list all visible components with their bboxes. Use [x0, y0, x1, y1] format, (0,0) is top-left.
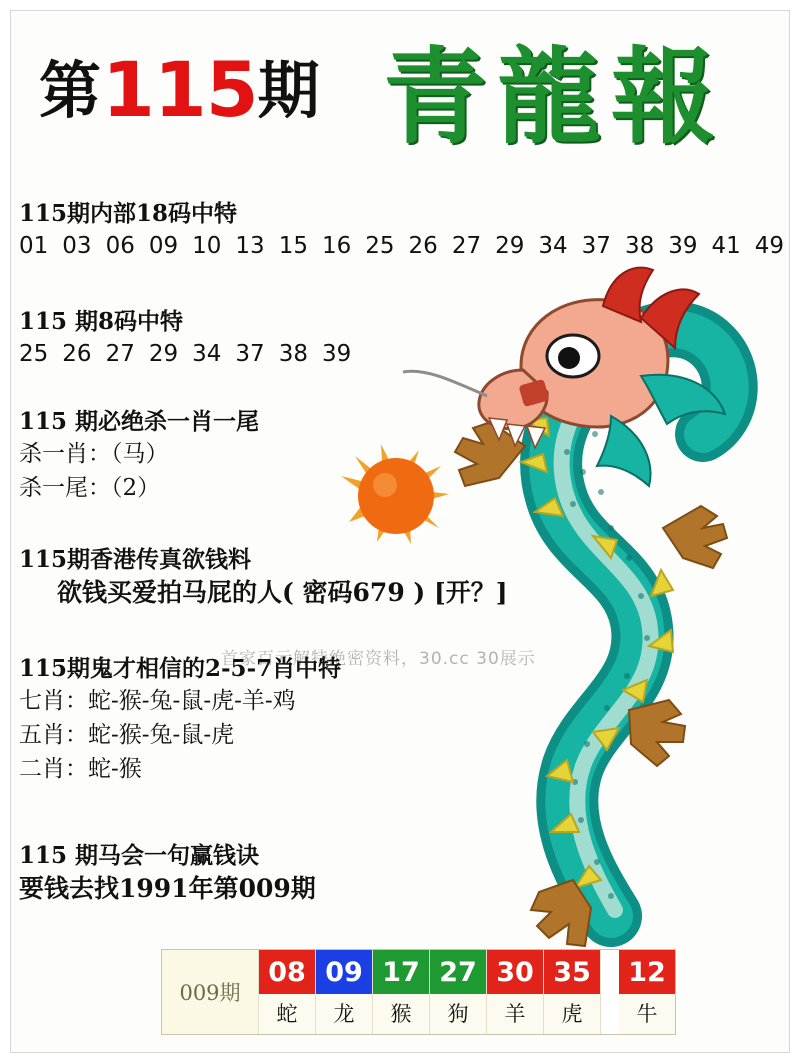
- section-18-codes: [19, 199, 784, 263]
- number-chip: 26: [408, 233, 438, 259]
- number-chip: 37: [581, 233, 611, 259]
- section-line: 杀一尾：（2）: [19, 475, 161, 501]
- result-zodiac: 羊: [487, 994, 543, 1032]
- section-heading: 115 期必绝杀一肖一尾: [19, 408, 260, 435]
- number-chip: 34: [538, 233, 568, 259]
- section-line: 二肖：蛇-猴: [19, 756, 142, 782]
- number-chip: 29: [495, 233, 525, 259]
- number-chip: 10: [192, 233, 222, 259]
- header-issue-number: 115: [102, 45, 258, 134]
- number-chip: 38: [278, 341, 308, 367]
- number-chip: 37: [235, 341, 265, 367]
- number-chip: 25: [365, 233, 395, 259]
- result-ball: 27: [430, 950, 486, 994]
- result-zodiac: 龙: [316, 994, 372, 1032]
- result-cell: [373, 950, 430, 1034]
- watermark-text: 首家百元解特绝密资料，30.cc 30展示: [221, 649, 536, 669]
- result-separator: [601, 950, 619, 1034]
- section-heading: 115期内部18码中特: [19, 200, 238, 227]
- header-issue-suffix: 期: [257, 54, 321, 127]
- section-numbers: [19, 229, 784, 263]
- result-cell: [487, 950, 544, 1034]
- number-chip: 34: [192, 341, 222, 367]
- number-chip: 29: [148, 341, 179, 367]
- result-special-cell: [619, 950, 675, 1034]
- dragon-illustration: [311, 266, 790, 956]
- number-chip: 16: [321, 233, 352, 259]
- result-cell: [544, 950, 601, 1034]
- result-special-ball: 12: [619, 950, 675, 994]
- section-line: 杀一肖：（马）: [19, 441, 169, 467]
- header-issue: [39, 45, 321, 134]
- result-zodiac: 猴: [373, 994, 429, 1032]
- section-heading: 115 期8码中特: [19, 308, 184, 335]
- number-chip: 41: [711, 233, 741, 259]
- result-strip: [161, 949, 676, 1035]
- result-cell: [316, 950, 373, 1034]
- section-numbers: [19, 337, 351, 371]
- number-chip: 27: [451, 233, 482, 259]
- result-zodiac: 虎: [544, 994, 600, 1032]
- number-chip: 09: [148, 233, 179, 259]
- number-chip: 49: [754, 233, 785, 259]
- number-chip: 39: [668, 233, 698, 259]
- number-chip: 06: [105, 233, 135, 259]
- result-ball: 17: [373, 950, 429, 994]
- result-ball: 08: [259, 950, 315, 994]
- section-line: 欲钱买爱拍马屁的人( 密码679 ) [开？]: [57, 578, 508, 607]
- number-chip: 25: [19, 341, 49, 367]
- result-special-zodiac: 牛: [619, 994, 675, 1032]
- result-cell: [430, 950, 487, 1034]
- number-chip: 39: [321, 341, 352, 367]
- result-ball: 30: [487, 950, 543, 994]
- section-heading: 115 期马会一句赢钱诀: [19, 842, 260, 869]
- result-zodiac: 蛇: [259, 994, 315, 1032]
- section-winning-phrase: [19, 841, 316, 907]
- section-zodiac-picks: [19, 654, 341, 786]
- section-line: 要钱去找1991年第009期: [19, 874, 316, 903]
- header-issue-prefix: 第: [39, 54, 103, 127]
- header-title: 青龍報: [383, 35, 726, 158]
- result-zodiac: 狗: [430, 994, 486, 1032]
- result-ball: 35: [544, 950, 600, 994]
- section-kill-zodiac-tail: [19, 407, 259, 505]
- result-ball: 09: [316, 950, 372, 994]
- number-chip: 27: [105, 341, 135, 367]
- number-chip: 03: [62, 233, 92, 259]
- result-cell: [259, 950, 316, 1034]
- number-chip: 38: [624, 233, 655, 259]
- section-heading: 115期鬼才相信的2-5-7肖中特: [19, 655, 342, 682]
- number-chip: 15: [278, 233, 308, 259]
- result-issue-label: 009期: [162, 950, 259, 1034]
- section-heading: 115期香港传真欲钱料: [19, 546, 252, 573]
- section-hk-fax: [19, 545, 508, 611]
- number-chip: 26: [62, 341, 92, 367]
- poster-sheet: [10, 10, 790, 1053]
- pearl-icon: [341, 444, 449, 544]
- section-line: 七肖：蛇-猴-兔-鼠-虎-羊-鸡: [19, 688, 296, 714]
- number-chip: 13: [235, 233, 265, 259]
- poster-header: [11, 11, 790, 186]
- section-line: 五肖：蛇-猴-兔-鼠-虎: [19, 722, 235, 748]
- number-chip: 01: [19, 233, 49, 259]
- dragon-head-icon: [403, 268, 725, 486]
- section-8-codes: [19, 307, 351, 371]
